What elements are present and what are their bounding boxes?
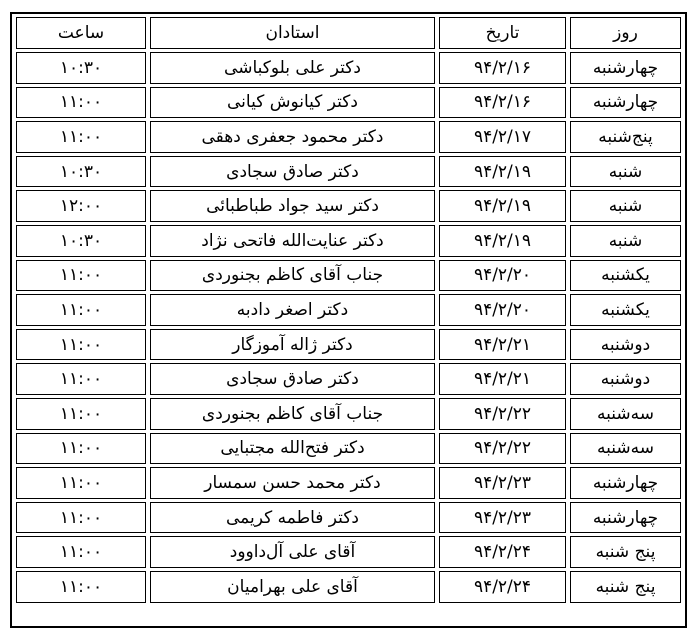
- table-row: [16, 433, 681, 465]
- table-row: [16, 294, 681, 326]
- cell-day: دوشنبه: [570, 363, 681, 395]
- cell-date: ۹۴/۲/۲۳: [439, 467, 566, 499]
- table-row: [16, 571, 681, 603]
- cell-professor: دکتر محمد حسن سمسار: [150, 467, 435, 499]
- cell-time: ۱۱:۰۰: [16, 363, 146, 395]
- cell-time: ۱۱:۰۰: [16, 433, 146, 465]
- cell-day: یکشنبه: [570, 260, 681, 292]
- cell-day: یکشنبه: [570, 294, 681, 326]
- cell-date: ۹۴/۲/۱۹: [439, 156, 566, 188]
- cell-date: ۹۴/۲/۲۴: [439, 571, 566, 603]
- table-row: [16, 260, 681, 292]
- cell-time: ۱۰:۳۰: [16, 225, 146, 257]
- cell-time: ۱۱:۰۰: [16, 398, 146, 430]
- table-row: [16, 156, 681, 188]
- table-row: [16, 225, 681, 257]
- schedule-sheet: [10, 12, 687, 628]
- header-professor: استادان: [150, 17, 435, 49]
- header-date: تاریخ: [439, 17, 566, 49]
- cell-time: ۱۰:۳۰: [16, 156, 146, 188]
- cell-date: ۹۴/۲/۱۶: [439, 52, 566, 84]
- cell-date: ۹۴/۲/۲۱: [439, 329, 566, 361]
- cell-professor: دکتر ژاله آموزگار: [150, 329, 435, 361]
- cell-day: شنبه: [570, 156, 681, 188]
- schedule-table: [12, 14, 685, 606]
- cell-day: شنبه: [570, 225, 681, 257]
- cell-professor: دکتر محمود جعفری دهقی: [150, 121, 435, 153]
- table-row: [16, 467, 681, 499]
- cell-day: پنج شنبه: [570, 571, 681, 603]
- cell-time: ۱۱:۰۰: [16, 467, 146, 499]
- cell-day: سه‌شنبه: [570, 398, 681, 430]
- cell-professor: دکتر فاطمه کریمی: [150, 502, 435, 534]
- cell-professor: جناب آقای کاظم بجنوردی: [150, 260, 435, 292]
- cell-date: ۹۴/۲/۲۲: [439, 398, 566, 430]
- cell-date: ۹۴/۲/۱۶: [439, 87, 566, 119]
- cell-date: ۹۴/۲/۲۰: [439, 294, 566, 326]
- cell-time: ۱۱:۰۰: [16, 502, 146, 534]
- cell-professor: جناب آقای کاظم بجنوردی: [150, 398, 435, 430]
- header-row: [16, 17, 681, 49]
- cell-date: ۹۴/۲/۲۱: [439, 363, 566, 395]
- schedule-body: [16, 52, 681, 603]
- cell-time: ۱۱:۰۰: [16, 536, 146, 568]
- cell-time: ۱۲:۰۰: [16, 190, 146, 222]
- cell-professor: دکتر اصغر دادبه: [150, 294, 435, 326]
- cell-date: ۹۴/۲/۲۳: [439, 502, 566, 534]
- cell-date: ۹۴/۲/۱۹: [439, 225, 566, 257]
- cell-day: دوشنبه: [570, 329, 681, 361]
- table-row: [16, 363, 681, 395]
- cell-time: ۱۱:۰۰: [16, 294, 146, 326]
- cell-date: ۹۴/۲/۱۹: [439, 190, 566, 222]
- table-row: [16, 121, 681, 153]
- cell-time: ۱۱:۰۰: [16, 121, 146, 153]
- cell-time: ۱۰:۳۰: [16, 52, 146, 84]
- cell-day: چهارشنبه: [570, 52, 681, 84]
- cell-day: سه‌شنبه: [570, 433, 681, 465]
- cell-time: ۱۱:۰۰: [16, 260, 146, 292]
- cell-professor: دکتر صادق سجادی: [150, 363, 435, 395]
- table-row: [16, 190, 681, 222]
- table-row: [16, 502, 681, 534]
- cell-time: ۱۱:۰۰: [16, 571, 146, 603]
- cell-date: ۹۴/۲/۲۰: [439, 260, 566, 292]
- header-day: روز: [570, 17, 681, 49]
- cell-professor: دکتر کیانوش کیانی: [150, 87, 435, 119]
- cell-day: چهارشنبه: [570, 467, 681, 499]
- cell-day: شنبه: [570, 190, 681, 222]
- cell-date: ۹۴/۲/۱۷: [439, 121, 566, 153]
- table-row: [16, 87, 681, 119]
- cell-professor: دکتر سید جواد طباطبائی: [150, 190, 435, 222]
- cell-day: پنج‌شنبه: [570, 121, 681, 153]
- cell-professor: آقای علی آل‌داوود: [150, 536, 435, 568]
- cell-time: ۱۱:۰۰: [16, 87, 146, 119]
- cell-professor: دکتر فتح‌الله مجتبایی: [150, 433, 435, 465]
- cell-day: پنج شنبه: [570, 536, 681, 568]
- cell-professor: دکتر عنایت‌الله فاتحی نژاد: [150, 225, 435, 257]
- cell-professor: دکتر علی بلوکباشی: [150, 52, 435, 84]
- cell-day: چهارشنبه: [570, 87, 681, 119]
- header-time: ساعت: [16, 17, 146, 49]
- cell-professor: آقای علی بهرامیان: [150, 571, 435, 603]
- cell-time: ۱۱:۰۰: [16, 329, 146, 361]
- cell-date: ۹۴/۲/۲۴: [439, 536, 566, 568]
- table-row: [16, 536, 681, 568]
- cell-professor: دکتر صادق سجادی: [150, 156, 435, 188]
- cell-date: ۹۴/۲/۲۲: [439, 433, 566, 465]
- table-row: [16, 398, 681, 430]
- table-row: [16, 52, 681, 84]
- cell-day: چهارشنبه: [570, 502, 681, 534]
- table-row: [16, 329, 681, 361]
